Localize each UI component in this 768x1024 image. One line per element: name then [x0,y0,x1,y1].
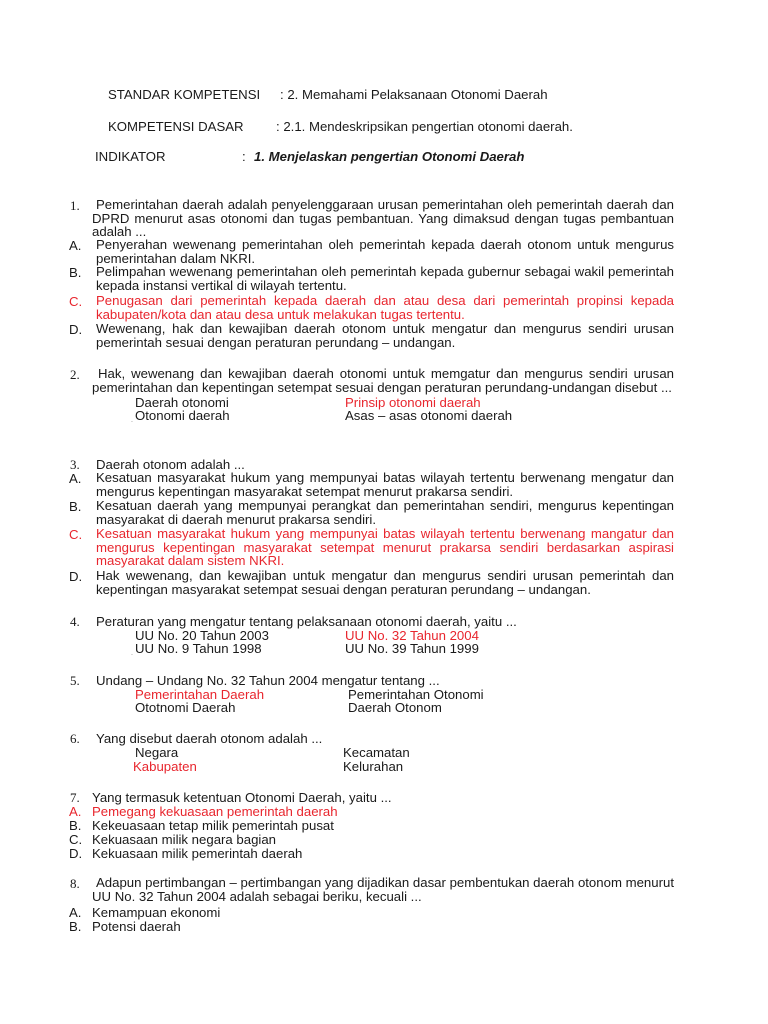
q6-number: 6. [70,731,80,746]
q7-text: Yang termasuk ketentuan Otonomi Daerah, yaitu ... [92,790,392,805]
q2-option-2-answer: Prinsip otonomi daerah [345,395,481,410]
q2-option-4: Asas – asas otonomi daerah [345,408,513,423]
q7-a-letter: A. [69,804,82,819]
sk-label: STANDAR KOMPETENSI [108,87,261,102]
q1-option-d: Wewenang, hak dan kewajiban daerah otonom untuk mengatur dan mengurus sendiri urusan pemerintah sesuai dengan peraturan perundang – undangan. [96,321,674,350]
q7-option-d: Kekuasaan milik pemerintah daerah [92,846,303,861]
q5-option-3: Ototnomi Daerah [135,700,236,715]
q3-option-a: Kesatuan masyarakat hukum yang mempunyai batas wilayah tertentu berwenang mengatur dan mengurus kepentingan masyarakat setempat menurut prakarsa sendiri. [96,470,674,499]
q4-number: 4. [70,614,80,629]
q5-number: 5. [70,673,80,688]
q1-text: Pemerintahan daerah adalah penyelenggaraan urusan pemerintahan oleh pemerintah daerah dan DPRD menurut asas otonomi dan tugas pembantuan. Yang dimaksud dengan tugas pembantuan adalah ... [92,197,674,240]
q6-option-1: Negara [135,745,179,760]
q7-d-letter: D. [69,846,83,861]
indikator-colon: : [242,149,246,164]
q5-option-1-answer: Pemerintahan Daerah [135,687,265,702]
q1-option-a: Penyerahan wewenang pemerintahan oleh pemerintah kepada daerah otonom untuk mengurus pemerintahan dalam NKRI. [96,237,674,266]
q2-option-1: Daerah otonomi [135,395,229,410]
q1-b-letter: B. [69,265,82,280]
q2-number: 2. [70,367,80,382]
q3-option-d: Hak wewenang, dan kewajiban untuk mengatur dan mengurus sendiri urusan pemerintah dan kepentingan masyarakat setempat sesuai dengan peraturan perundang – undangan. [96,568,674,597]
q5-text: Undang – Undang No. 32 Tahun 2004 mengatur tentang ... [96,673,440,688]
q7-option-a-answer: Pemegang kekuasaan pemerintah daerah [92,804,338,819]
q7-number: 7. [70,790,80,805]
q1-option-b: Pelimpahan wewenang pemerintahan oleh pemerintah kepada gubernur sebagai wakil pemerintah kepada instansi vertikal di wilayah tertentu. [96,264,674,293]
q8-option-a: Kemampuan ekonomi [92,905,221,920]
q3-option-c-answer: Kesatuan masyarakat hukum yang mempunyai batas wilayah tertentu berwenang mangatur dan mengurus kepentingan masyarakat setempat menurut prakarsa sendiri berdasarkan aspirasi masyarakat dalam sistem NKRI. [96,526,674,569]
q2-text: Hak, wewenang dan kewajiban daerah otonomi untuk memgatur dan mengurus sendiri urusan pemerintahan dan kepentingan setempat sesuai dengan peraturan perundang-undangan disebut ... [92,366,674,395]
q1-c-letter: C. [69,294,83,309]
q1-number: 1. [70,198,80,213]
kd-value: : 2.1. Mendeskripsikan pengertian otonomi daerah. [276,119,573,134]
q4-option-1: UU No. 20 Tahun 2003 [135,628,269,643]
q1-option-c-answer: Penugasan dari pemerintah kepada daerah dan atau desa dari pemerintah propinsi kepada kabupaten/kota dan atau desa untuk melakukan tugas tertentu. [96,293,674,322]
q3-d-letter: D. [69,569,83,584]
q4-option-4: UU No. 39 Tahun 1999 [345,641,479,656]
sk-value: : 2. Memahami Pelaksanaan Otonomi Daerah [280,87,548,102]
q3-text: Daerah otonom adalah ... [96,457,245,472]
q1-a-letter: A. [69,238,82,253]
q3-c-letter: C. [69,527,83,542]
q3-b-letter: B. [69,499,82,514]
q2-mark: . [131,417,133,424]
q8-a-letter: A. [69,905,82,920]
q6-option-2: Kecamatan [343,745,410,760]
q6-text: Yang disebut daerah otonom adalah ... [96,731,323,746]
q7-option-b: Kekeuasaan tetap milik pemerintah pusat [92,818,334,833]
q8-text: Adapun pertimbangan – pertimbangan yang dijadikan dasar pembentukan daerah otonom menurut UU No. 32 Tahun 2004 adalah sebagai beriku, kecuali ... [92,875,674,904]
indikator-label: INDIKATOR [95,149,166,164]
q8-option-b: Potensi daerah [92,919,181,934]
q8-number: 8. [70,876,80,891]
q3-number: 3. [70,457,80,472]
kd-label: KOMPETENSI DASAR [108,119,244,134]
indikator-value: 1. Menjelaskan pengertian Otonomi Daerah [254,149,525,164]
q5-option-4: Daerah Otonom [348,700,442,715]
q3-option-b: Kesatuan daerah yang mempunyai perangkat dan pemerintahan sendiri, mengurus kepentingan masyarakat di daerah menurut prakarsa sendiri. [96,498,674,527]
q4-mark: . [131,650,133,657]
q5-option-2: Pemerintahan Otonomi [348,687,484,702]
q1-d-letter: D. [69,322,83,337]
q7-c-letter: C. [69,832,83,847]
q3-a-letter: A. [69,471,82,486]
q6-option-4: Kelurahan [343,759,404,774]
q7-b-letter: B. [69,818,82,833]
q6-option-3-answer: Kabupaten [133,759,197,774]
q4-text: Peraturan yang mengatur tentang pelaksanaan otonomi daerah, yaitu ... [96,614,517,629]
q4-option-3: UU No. 9 Tahun 1998 [135,641,262,656]
q2-option-3: Otonomi daerah [135,408,230,423]
q8-b-letter: B. [69,919,82,934]
q7-option-c: Kekuasaan milik negara bagian [92,832,277,847]
q4-option-2-answer: UU No. 32 Tahun 2004 [345,628,479,643]
